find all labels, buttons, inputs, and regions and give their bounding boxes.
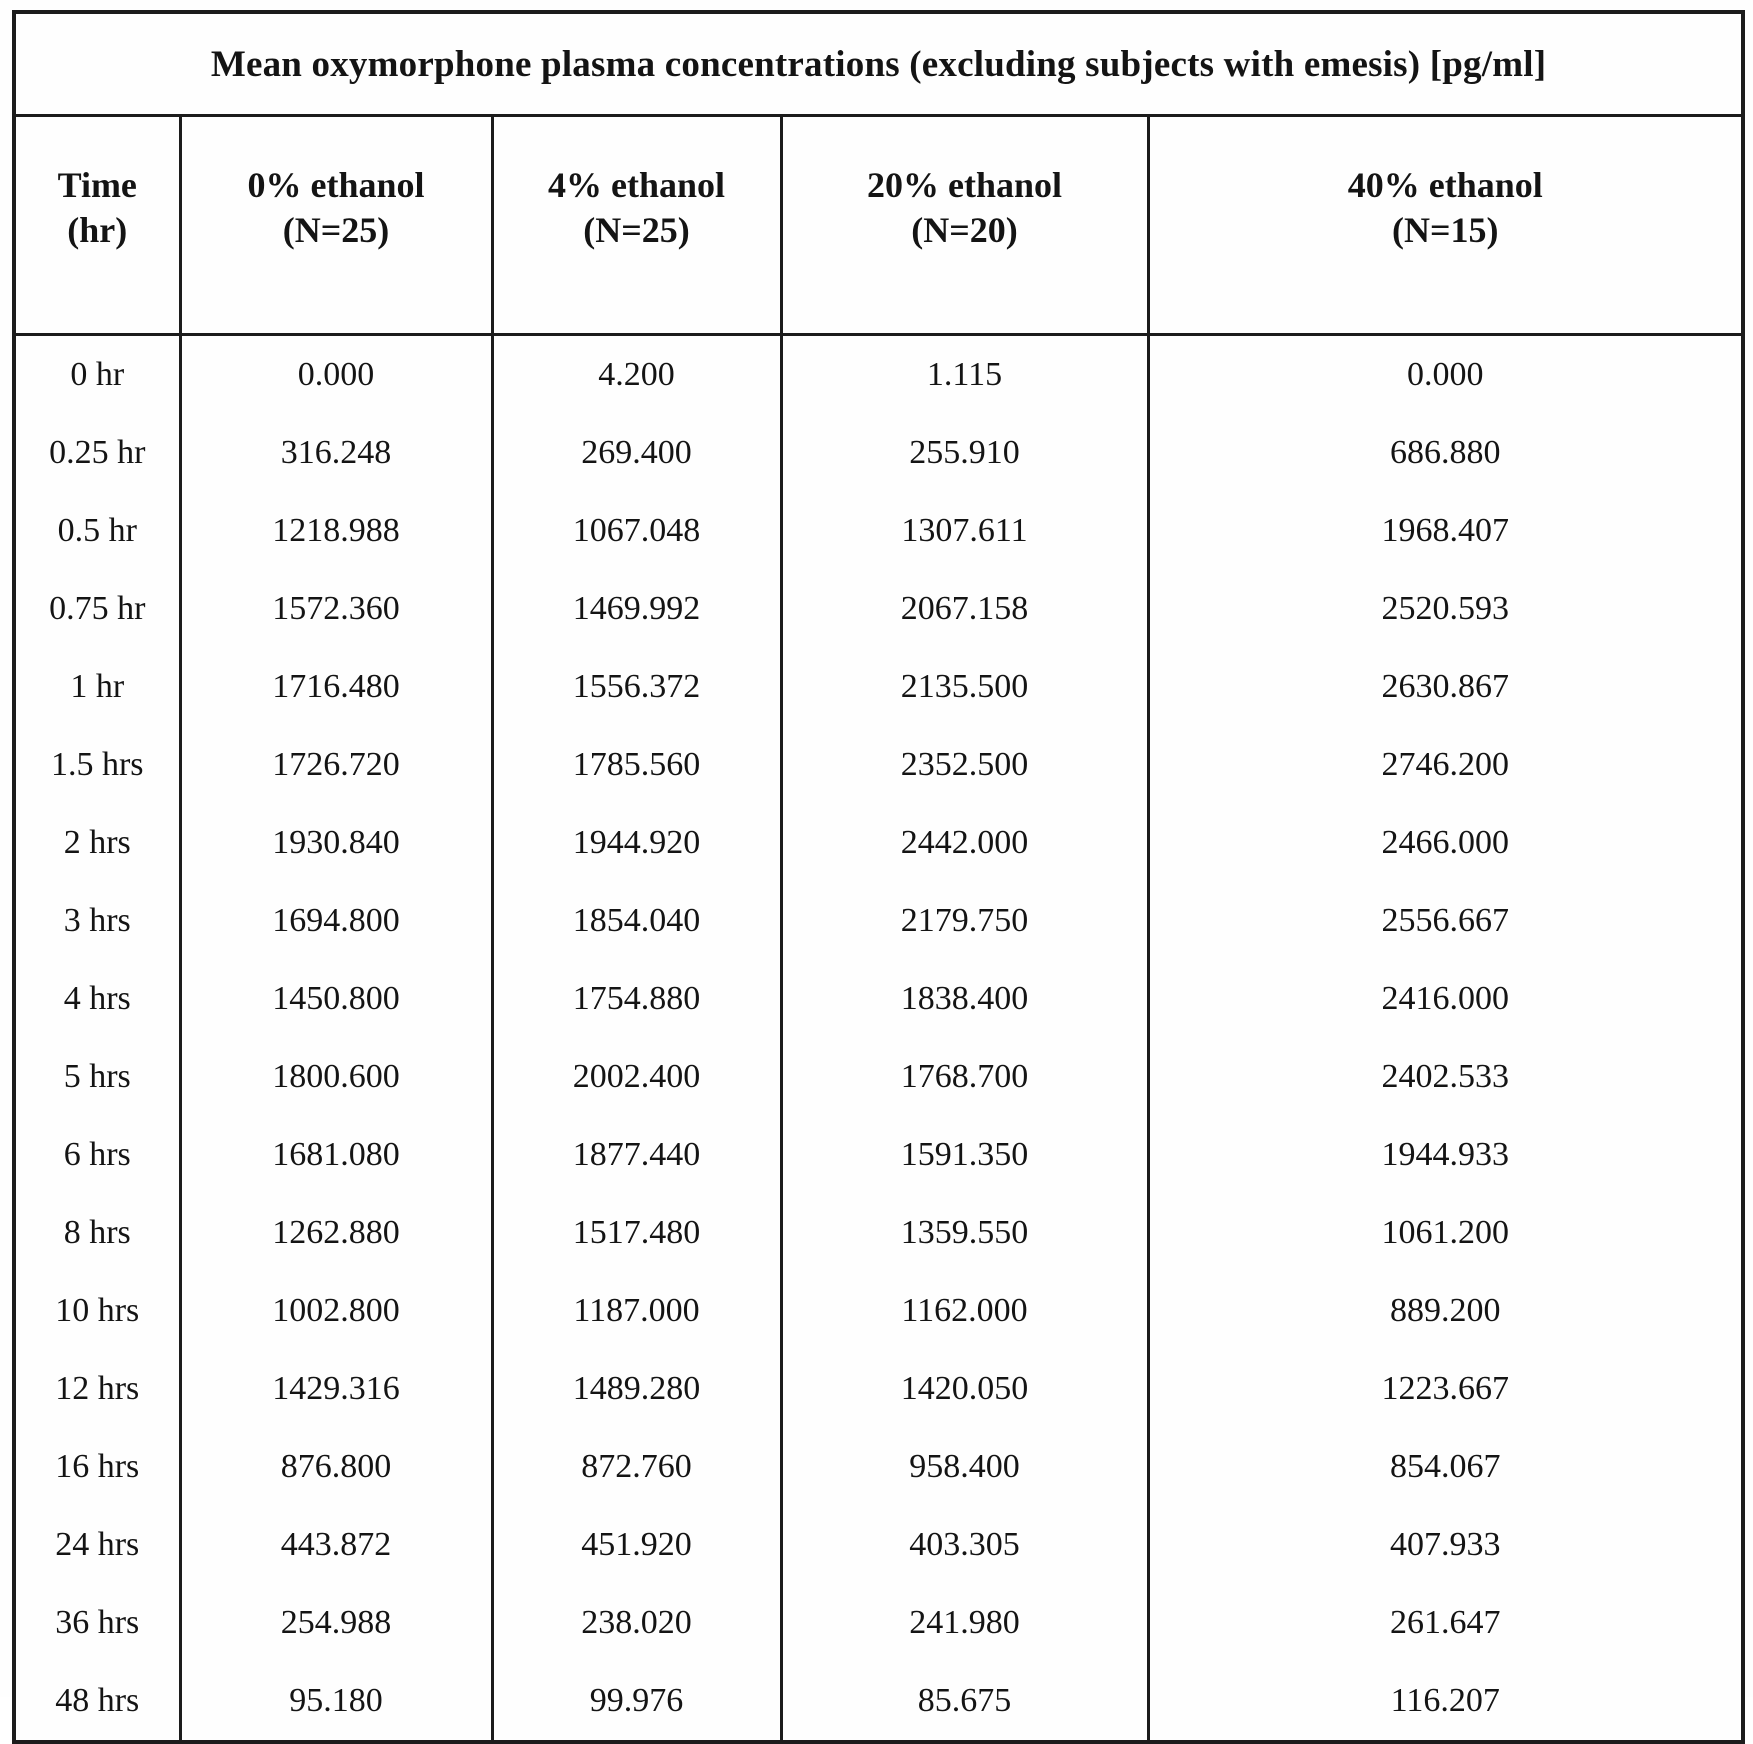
value-cell: 1061.200 <box>1148 1194 1743 1272</box>
column-header-2 <box>492 116 781 335</box>
value-cell: 0.000 <box>1148 335 1743 415</box>
value-cell: 116.207 <box>1148 1662 1743 1742</box>
value-cell: 1944.920 <box>492 804 781 882</box>
value-cell: 269.400 <box>492 414 781 492</box>
value-cell: 1187.000 <box>492 1272 781 1350</box>
value-cell: 1429.316 <box>180 1350 492 1428</box>
value-cell: 854.067 <box>1148 1428 1743 1506</box>
time-cell: 0 hr <box>70 356 125 394</box>
value-cell: 451.920 <box>492 1506 781 1584</box>
value-cell: 1716.480 <box>180 648 492 726</box>
table-row <box>14 804 1743 882</box>
value-cell: 686.880 <box>1148 414 1743 492</box>
table-row <box>14 1506 1743 1584</box>
value-cell: 1785.560 <box>492 726 781 804</box>
table-row <box>14 1350 1743 1428</box>
time-cell: 6 hrs <box>63 1136 131 1174</box>
value-cell: 2442.000 <box>781 804 1148 882</box>
value-cell: 1854.040 <box>492 882 781 960</box>
value-cell: 1968.407 <box>1148 492 1743 570</box>
column-header-line: (hr) <box>67 210 128 250</box>
value-cell: 1469.992 <box>492 570 781 648</box>
value-cell: 1694.800 <box>180 882 492 960</box>
value-cell: 1768.700 <box>781 1038 1148 1116</box>
value-cell: 238.020 <box>492 1584 781 1662</box>
value-cell: 255.910 <box>781 414 1148 492</box>
time-cell: 0.75 hr <box>49 590 146 628</box>
value-cell: 1681.080 <box>180 1116 492 1194</box>
column-header-line: (N=15) <box>1392 210 1499 250</box>
value-cell: 1262.880 <box>180 1194 492 1272</box>
value-cell: 2135.500 <box>781 648 1148 726</box>
table-row <box>14 726 1743 804</box>
value-cell: 1420.050 <box>781 1350 1148 1428</box>
table-row <box>14 335 1743 415</box>
value-cell: 261.647 <box>1148 1584 1743 1662</box>
value-cell: 876.800 <box>180 1428 492 1506</box>
value-cell: 443.872 <box>180 1506 492 1584</box>
value-cell: 1.115 <box>781 335 1148 415</box>
value-cell: 872.760 <box>492 1428 781 1506</box>
value-cell: 2416.000 <box>1148 960 1743 1038</box>
time-cell: 36 hrs <box>55 1604 140 1642</box>
value-cell: 2466.000 <box>1148 804 1743 882</box>
value-cell: 0.000 <box>180 335 492 415</box>
value-cell: 1838.400 <box>781 960 1148 1038</box>
time-cell: 3 hrs <box>63 902 131 940</box>
value-cell: 1162.000 <box>781 1272 1148 1350</box>
value-cell: 1556.372 <box>492 648 781 726</box>
column-header-line: (N=20) <box>911 210 1018 250</box>
column-header-1 <box>180 116 492 335</box>
value-cell: 95.180 <box>180 1662 492 1742</box>
value-cell: 1726.720 <box>180 726 492 804</box>
value-cell: 99.976 <box>492 1662 781 1742</box>
table-body <box>14 335 1743 1743</box>
table-head <box>14 12 1743 335</box>
table-row <box>14 1194 1743 1272</box>
value-cell: 1944.933 <box>1148 1116 1743 1194</box>
time-cell: 2 hrs <box>63 824 131 862</box>
value-cell: 1930.840 <box>180 804 492 882</box>
time-cell: 8 hrs <box>63 1214 131 1252</box>
value-cell: 85.675 <box>781 1662 1148 1742</box>
value-cell: 2067.158 <box>781 570 1148 648</box>
value-cell: 2402.533 <box>1148 1038 1743 1116</box>
column-header-line: 20% ethanol <box>866 165 1062 205</box>
column-header-0 <box>14 116 180 335</box>
table-row <box>14 1662 1743 1742</box>
value-cell: 1517.480 <box>492 1194 781 1272</box>
column-header-line: 4% ethanol <box>547 165 725 205</box>
time-cell: 10 hrs <box>55 1292 140 1330</box>
table-row <box>14 648 1743 726</box>
table-row <box>14 1038 1743 1116</box>
table-row <box>14 492 1743 570</box>
time-cell: 12 hrs <box>55 1370 140 1408</box>
value-cell: 1591.350 <box>781 1116 1148 1194</box>
value-cell: 2556.667 <box>1148 882 1743 960</box>
time-cell: 24 hrs <box>55 1526 140 1564</box>
time-cell: 0.25 hr <box>49 434 146 472</box>
table-row <box>14 882 1743 960</box>
value-cell: 1067.048 <box>492 492 781 570</box>
value-cell: 407.933 <box>1148 1506 1743 1584</box>
value-cell: 241.980 <box>781 1584 1148 1662</box>
value-cell: 958.400 <box>781 1428 1148 1506</box>
value-cell: 1359.550 <box>781 1194 1148 1272</box>
time-cell: 16 hrs <box>55 1448 140 1486</box>
value-cell: 2352.500 <box>781 726 1148 804</box>
value-cell: 2630.867 <box>1148 648 1743 726</box>
table-row <box>14 960 1743 1038</box>
time-cell: 0.5 hr <box>57 512 137 550</box>
column-header-line: (N=25) <box>583 210 690 250</box>
value-cell: 2520.593 <box>1148 570 1743 648</box>
value-cell: 1223.667 <box>1148 1350 1743 1428</box>
table-row <box>14 1116 1743 1194</box>
table-title: Mean oxymorphone plasma concentrations (excluding subjects with emesis) [pg/ml] <box>14 12 1743 116</box>
value-cell: 889.200 <box>1148 1272 1743 1350</box>
time-cell: 4 hrs <box>63 980 131 1018</box>
table-row <box>14 1272 1743 1350</box>
value-cell: 2746.200 <box>1148 726 1743 804</box>
column-header-4 <box>1148 116 1743 335</box>
value-cell: 254.988 <box>180 1584 492 1662</box>
column-header-line: Time <box>57 165 137 205</box>
value-cell: 1450.800 <box>180 960 492 1038</box>
value-cell: 403.305 <box>781 1506 1148 1584</box>
column-header-line: 0% ethanol <box>247 165 425 205</box>
table-row <box>14 570 1743 648</box>
value-cell: 1877.440 <box>492 1116 781 1194</box>
table-row <box>14 1428 1743 1506</box>
table-row <box>14 1584 1743 1662</box>
value-cell: 1489.280 <box>492 1350 781 1428</box>
value-cell: 316.248 <box>180 414 492 492</box>
value-cell: 1002.800 <box>180 1272 492 1350</box>
table-row <box>14 414 1743 492</box>
time-cell: 1.5 hrs <box>50 746 144 784</box>
time-cell: 5 hrs <box>63 1058 131 1096</box>
value-cell: 1307.611 <box>781 492 1148 570</box>
value-cell: 1572.360 <box>180 570 492 648</box>
value-cell: 2002.400 <box>492 1038 781 1116</box>
column-header-line: (N=25) <box>282 210 390 250</box>
value-cell: 1754.880 <box>492 960 781 1038</box>
column-header-3 <box>781 116 1148 335</box>
plasma-concentration-table <box>12 10 1745 1744</box>
value-cell: 1218.988 <box>180 492 492 570</box>
value-cell: 4.200 <box>492 335 781 415</box>
column-header-line: 40% ethanol <box>1347 165 1543 205</box>
time-cell: 1 hr <box>70 668 125 706</box>
time-cell: 48 hrs <box>55 1682 140 1720</box>
title-row <box>14 12 1743 116</box>
value-cell: 1800.600 <box>180 1038 492 1116</box>
header-row <box>14 116 1743 335</box>
value-cell: 2179.750 <box>781 882 1148 960</box>
